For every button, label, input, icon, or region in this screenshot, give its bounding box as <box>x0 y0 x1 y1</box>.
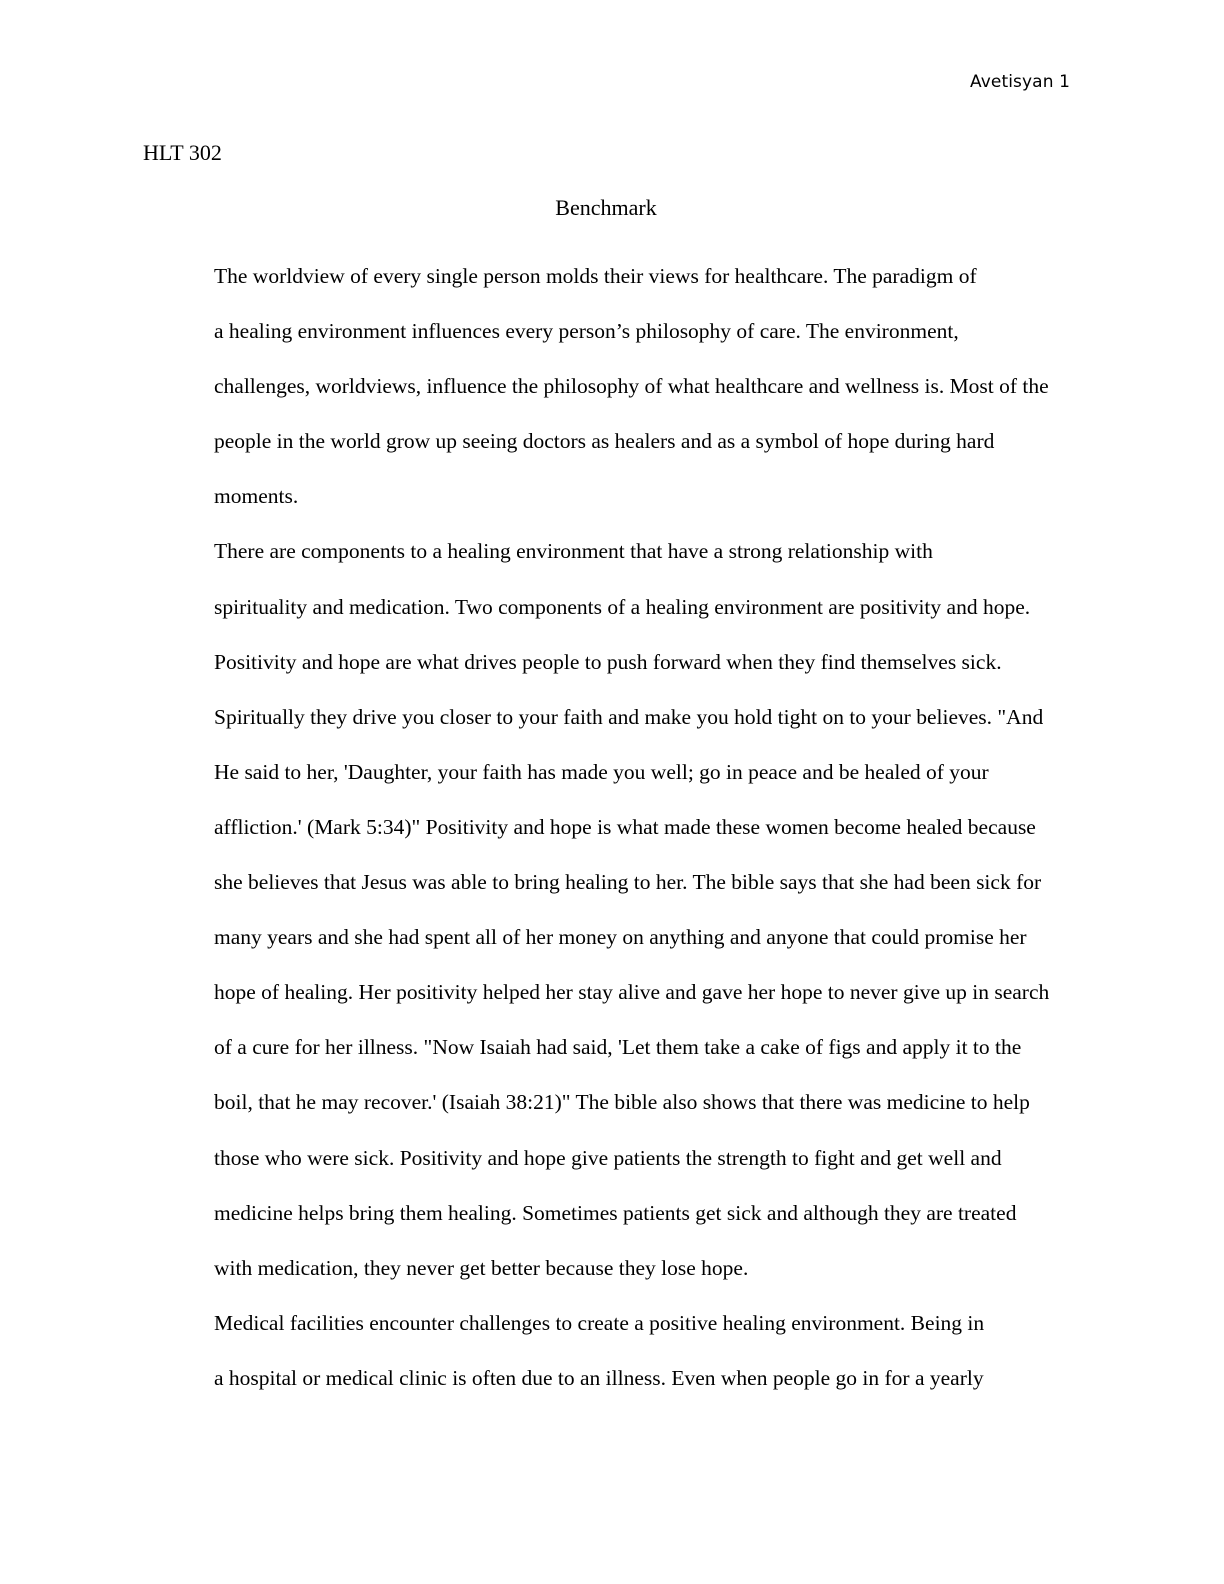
text-line: He said to her, 'Daughter, your faith has made you well; go in peace and be healed of your <box>214 759 989 784</box>
text-line: she believes that Jesus was able to bring healing to her. The bible says that she had been sick for <box>214 870 1042 895</box>
text-line: spirituality and medication. Two components of a healing environment are positivity and hope. <box>214 594 1031 619</box>
paragraph <box>143 1296 1073 1406</box>
document-title: Benchmark <box>555 195 657 220</box>
text-line: people in the world grow up seeing doctors as healers and as a symbol of hope during hard <box>214 429 995 454</box>
text-line: affliction.' (Mark 5:34)" Positivity and hope is what made these women become healed because <box>214 814 1036 839</box>
text-line: of a cure for her illness. "Now Isaiah had said, 'Let them take a cake of figs and apply it to the <box>214 1035 1022 1060</box>
text-line: those who were sick. Positivity and hope give patients the strength to fight and get well and <box>214 1145 1002 1170</box>
paragraph <box>143 249 1073 524</box>
text-line: There are components to a healing environment that have a strong relationship with <box>214 539 933 564</box>
document-body <box>143 249 1073 1406</box>
course-label: HLT 302 <box>143 140 222 165</box>
text-line: challenges, worldviews, influence the philosophy of what healthcare and wellness is. Most of the <box>214 374 1049 399</box>
text-line: a healing environment influences every person’s philosophy of care. The environment, <box>214 319 959 344</box>
text-line: moments. <box>214 484 299 509</box>
text-line: hope of healing. Her positivity helped her stay alive and gave her hope to never give up in search <box>214 980 1050 1005</box>
text-line: Medical facilities encounter challenges to create a positive healing environment. Being in <box>214 1310 985 1335</box>
text-line: many years and she had spent all of her money on anything and anyone that could promise her <box>214 925 1027 950</box>
running-head: Avetisyan 1 <box>970 72 1070 92</box>
text-line: The worldview of every single person molds their views for healthcare. The paradigm of <box>214 264 977 288</box>
text-line: with medication, they never get better because they lose hope. <box>214 1255 749 1280</box>
text-line: medicine helps bring them healing. Sometimes patients get sick and although they are treated <box>214 1200 1017 1225</box>
text-line: Positivity and hope are what drives people to push forward when they find themselves sick. <box>214 649 1002 674</box>
text-line: a hospital or medical clinic is often due to an illness. Even when people go in for a yearly <box>214 1365 984 1390</box>
paragraph <box>143 524 1073 1295</box>
text-line: Spiritually they drive you closer to your faith and make you hold tight on to your believes. "And <box>214 704 1044 729</box>
text-line: boil, that he may recover.' (Isaiah 38:21)" The bible also shows that there was medicine to help <box>214 1090 1030 1115</box>
